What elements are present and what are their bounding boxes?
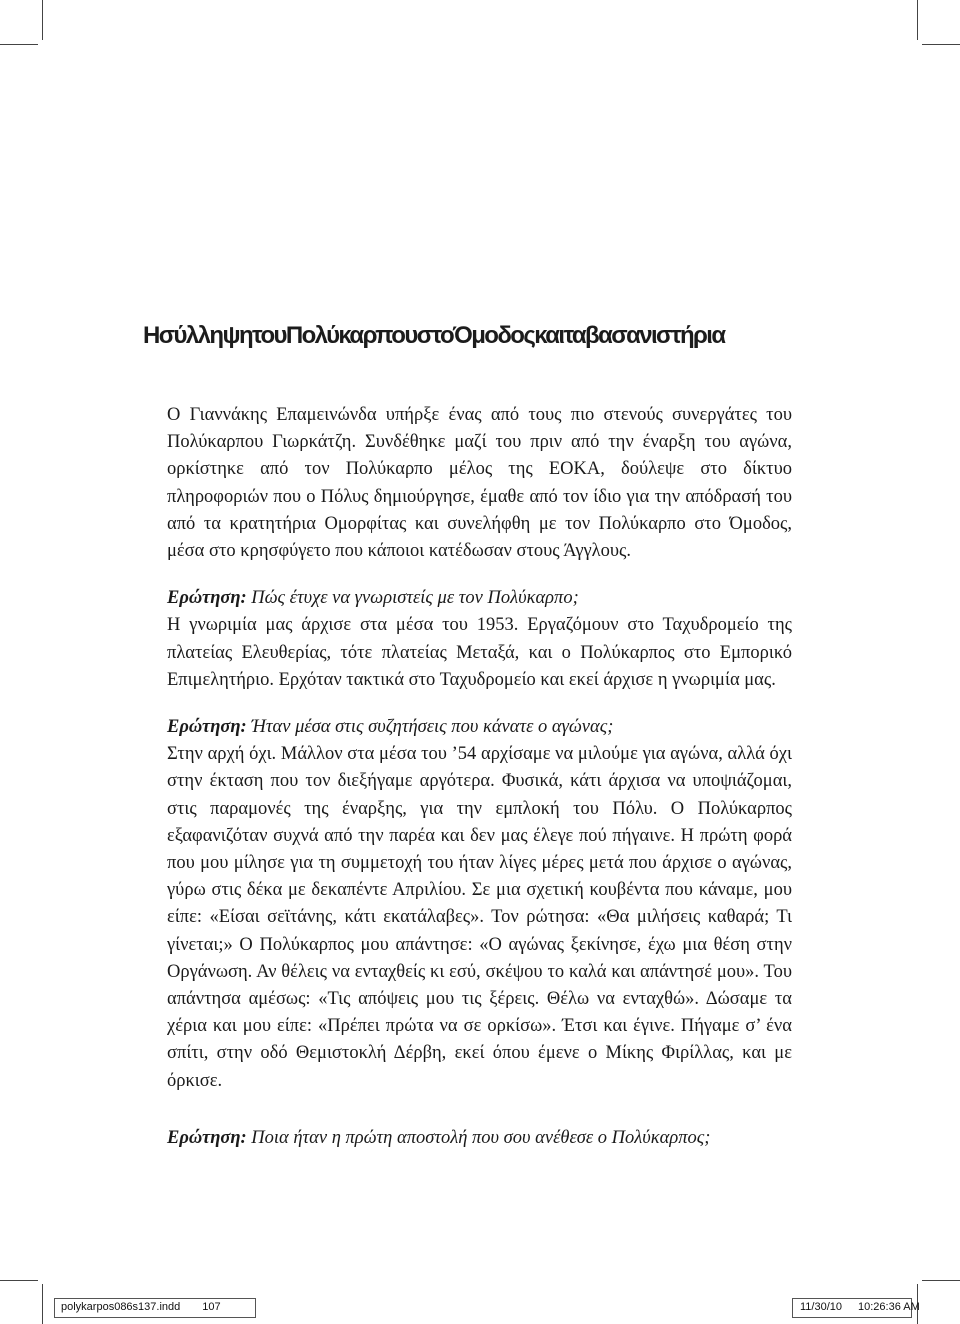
question-text: Πώς έτυχε να γνωριστείς με τον Πολύκαρπο; [251,588,579,609]
footer-timestamp [800,1301,920,1313]
crop-mark-top-right-h [922,44,960,45]
footer-filename: polykarpos086s137.indd [61,1301,181,1313]
answer-1: Η γνωριμία μας άρχισε στα μέσα του 1953. Εργαζόμουν στο Ταχυδρομείο της πλατείας Ελευθερίας, τότε πλατείας Μεταξά, και ο Πολύκαρπος στο Εμπορικό Επιμελητήριο. Ερχόταν τακτικά στο Ταχυδρομείο και εκεί άρχισε η γνωριμία μας. [167,615,792,690]
crop-mark-top-left [42,0,43,40]
question-3 [167,1125,792,1152]
qa-block-3 [167,1125,792,1152]
qa-block-2 [167,714,792,1095]
question-text: Ποια ήταν η πρώτη αποστολή που σου ανέθεσε ο Πολύκαρπος; [251,1127,711,1148]
crop-mark-top-right [917,0,918,40]
footer-time: 10:26:36 AM [858,1301,920,1313]
answer-2: Στην αρχή όχι. Μάλλον στα μέσα του ’54 αρχίσαμε να μιλούμε για αγώνα, αλλά όχι στην έκταση που τον διεξήγαμε αργότερα. Φυσικά, κάτι άρχισα να υποψιάζομαι, στις παραμονές της έναρξης, για την εμπλοκή του Πόλυ. Ο Πολύκαρπος εξαφανιζόταν συχνά από την παρέα και δεν μας έλεγε πού πήγαινε. Η πρώτη φορά που μου μίλησε για τη συμμετοχή του ήταν λίγες μέρες μετά που άρχισε ο αγώνας, γύρω στις δέκα με δεκαπέντε Απριλίου. Σε μια σχετική κουβέντα που κάναμε, μου είπε: «Είσαι σεϊτάνης, κάτι εκατάλαβες». Τον ρώτησα: «Θα μιλήσεις καθαρά; Τι γίνεται;» Ο Πολύκαρπος μου απάντησε: «Ο αγώνας ξεκίνησε, έχω μια θέση στην Οργάνωση. Αν θέλεις να ενταχθείς κι εσύ, σκέψου το καλά και απάντησέ μου». Του απάντησα αμέσως: «Τις απόψεις μου τις ξέρεις. Θέλω να ενταχθώ». Δώσαμε τα χέρια και μου είπε: «Πρέπει πρώτα να σε ορκίσω». Έτσι και έγινε. Πήγαμε σ’ ένα σπίτι, στην οδό Θεμιστοκλή Δέρβη, εκεί όπου έμενε ο Μίκης Φιρίλλας, και με όρκισε. [167,744,792,1091]
question-label: Ερώτηση: [167,588,247,609]
crop-mark-top-left-h [0,44,38,45]
intro-paragraph: Ο Γιαννάκης Επαμεινώνδα υπήρξε ένας από τους πιο στενούς συνεργάτες του Πολύκαρπου Γιωρκάτζη. Συνδέθηκε μαζί του πριν από την έναρξη του αγώνα, ορκίστηκε από τον Πολύκαρπο μέλος της ΕΟΚΑ, δούλεψε στο δίκτυο πληροφοριών που ο Πόλυς δημιούργησε, έμαθε από τον ίδιο για την απόδρασή του από τα κρατητήρια Ομορφίτας και συνελήφθη με τον Πολύκαρπο στο Όμοδος, μέσα στο κρησφύγετο που κάποιοι κατέδωσαν στους Άγγλους. [167,405,792,562]
chapter-title: ΗσύλληψητουΠολύκαρπουστοΌμοδοςκαιταβασανιστήρια [143,322,725,349]
question-2 [167,714,792,741]
footer-file-info [61,1301,221,1313]
print-footer [0,1298,960,1318]
footer-date: 11/30/10 [800,1301,843,1313]
footer-page-number: 107 [202,1301,221,1313]
crop-mark-bottom-left-h [0,1280,38,1281]
crop-mark-bottom-right-h [922,1280,960,1281]
question-1 [167,585,792,612]
question-label: Ερώτηση: [167,1127,247,1148]
question-label: Ερώτηση: [167,717,247,738]
chapter-body [167,402,792,1152]
qa-block-1 [167,585,792,694]
question-text: Ήταν μέσα στις συζητήσεις που κάνατε ο αγώνας; [251,717,614,738]
